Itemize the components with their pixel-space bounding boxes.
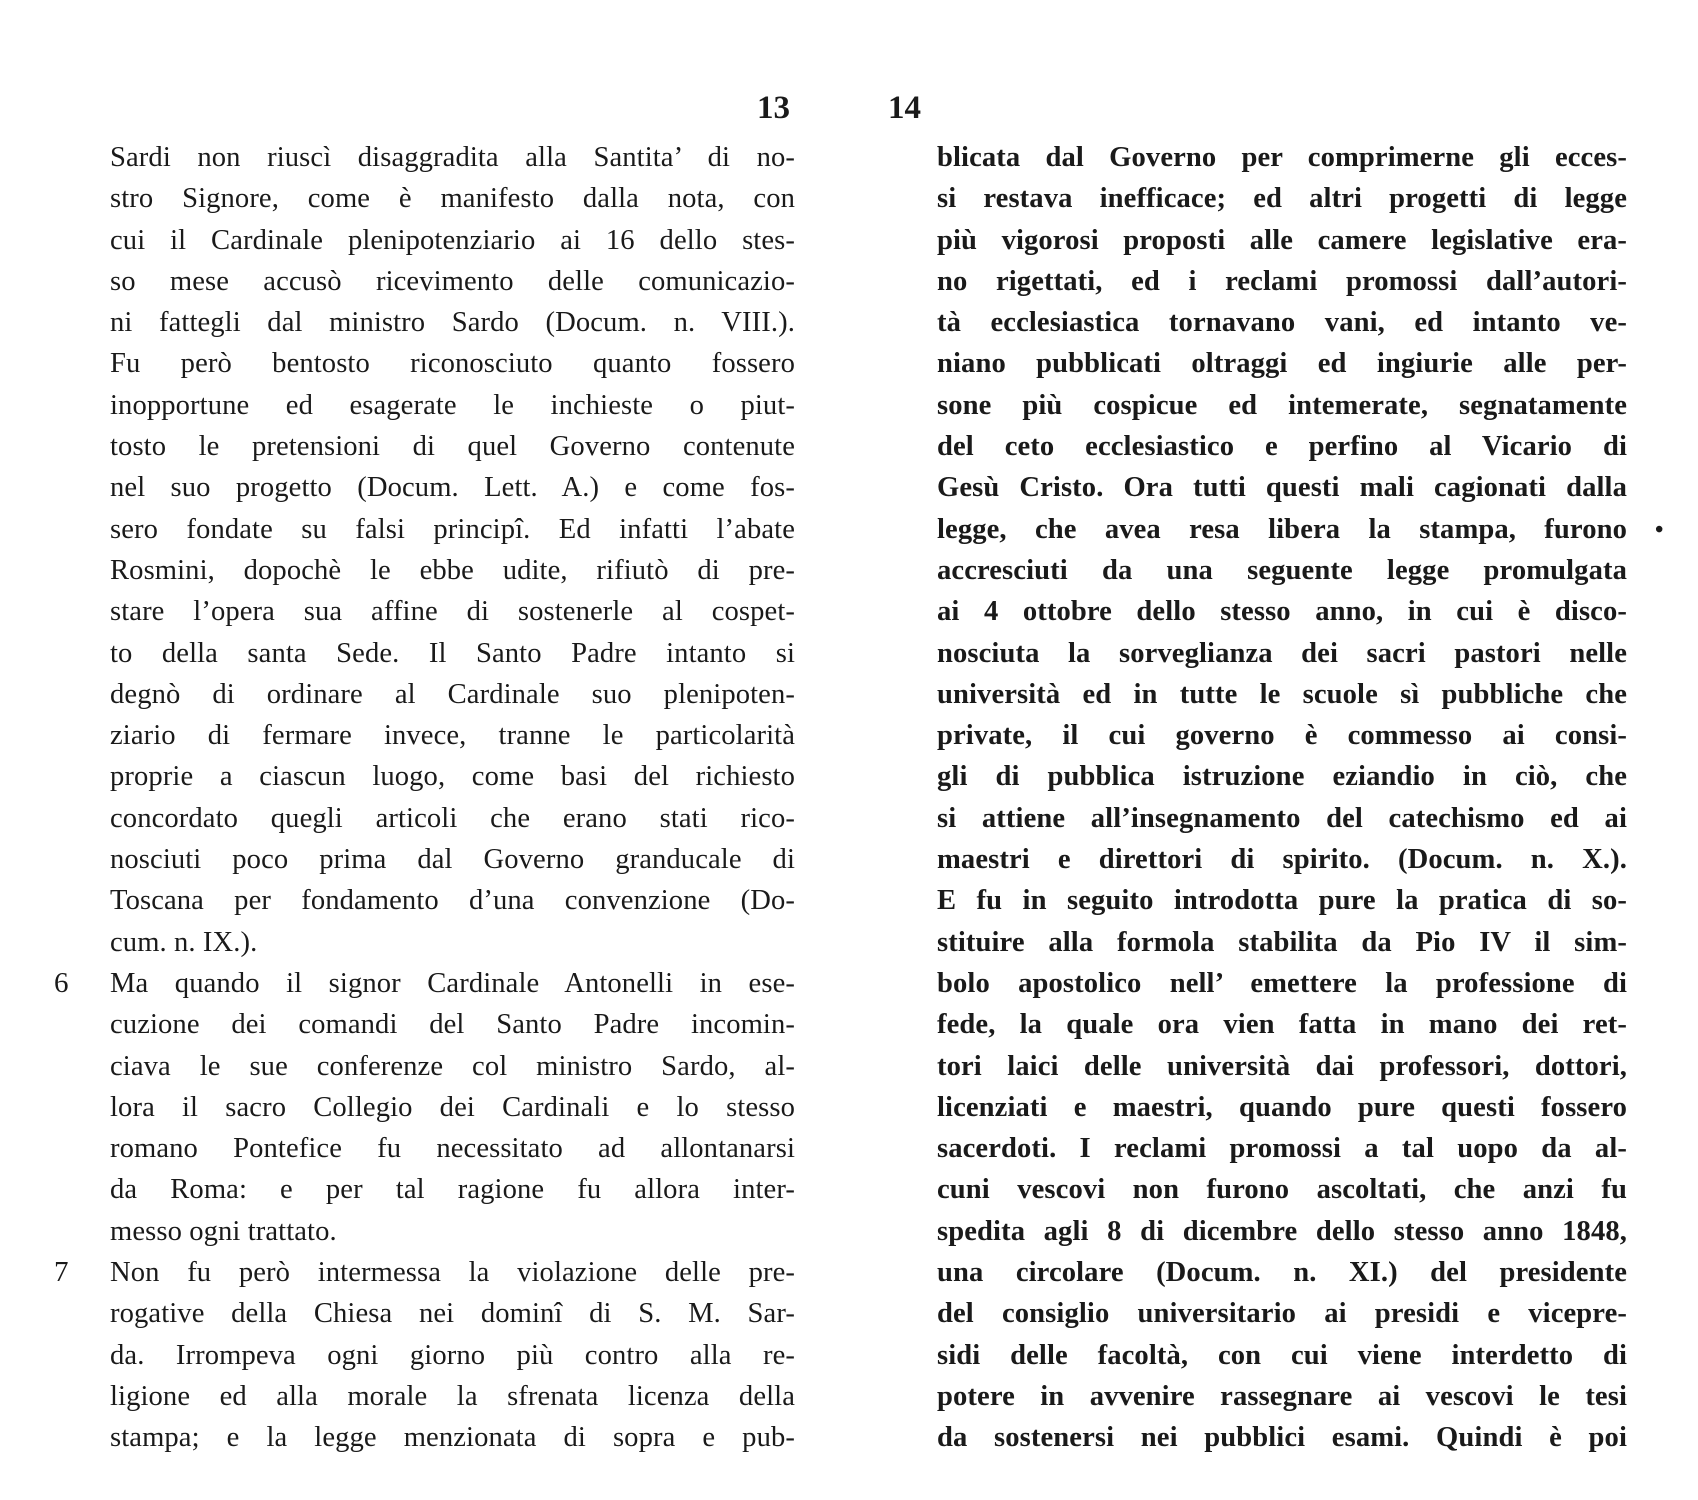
text-line: proprie a ciascun luogo, come basi del richiesto — [110, 761, 795, 793]
text-line-wrapper — [937, 1417, 1627, 1458]
text-line: stampa; e la legge menzionata di sopra e pub- — [110, 1422, 795, 1454]
text-line-wrapper — [937, 839, 1627, 880]
text-line-wrapper — [937, 591, 1627, 632]
text-line-wrapper — [937, 302, 1627, 343]
paragraph-number: 7 — [54, 1256, 69, 1289]
text-line: Gesù Cristo. Ora tutti questi mali cagionati dalla — [937, 472, 1627, 504]
text-line: tà ecclesiastica tornavano vani, ed intanto ve- — [937, 307, 1627, 339]
text-line: so mese accusò ricevimento delle comunicazio- — [110, 265, 795, 297]
text-line: del ceto ecclesiastico e perfino al Vicario di — [937, 431, 1627, 463]
text-line: gli di pubblica istruzione eziandio in ciò, che — [937, 761, 1627, 793]
text-line-wrapper — [937, 1087, 1627, 1128]
text-line: Rosmini, dopochè le ebbe udite, rifiutò di pre- — [110, 554, 795, 586]
text-line-wrapper — [110, 922, 795, 963]
text-line-wrapper — [110, 1211, 795, 1252]
text-line: più vigorosi proposti alle camere legislative era- — [937, 224, 1627, 256]
text-line: licenziati e maestri, quando pure questi fossero — [937, 1091, 1627, 1123]
text-line: cuni vescovi non furono ascoltati, che anzi fu — [937, 1174, 1627, 1206]
text-line-wrapper — [937, 1046, 1627, 1087]
text-line-wrapper — [110, 798, 795, 839]
text-line: nosciuti poco prima dal Governo granducale di — [110, 844, 795, 876]
text-line-wrapper — [937, 798, 1627, 839]
text-line-wrapper — [110, 1376, 795, 1417]
text-line: fede, la quale ora vien fatta in mano dei ret- — [937, 1009, 1627, 1041]
text-line: concordato quegli articoli che erano stati rico- — [110, 802, 795, 834]
text-line-wrapper — [937, 756, 1627, 797]
stray-ink-mark: • — [1655, 517, 1664, 543]
text-line-wrapper — [110, 591, 795, 632]
text-line-wrapper — [937, 261, 1627, 302]
page-number: 14 — [888, 90, 921, 126]
text-line-wrapper — [937, 509, 1627, 550]
text-line: private, il cui governo è commesso ai consi- — [937, 720, 1627, 752]
text-line-wrapper — [937, 1293, 1627, 1334]
text-line-wrapper — [110, 178, 795, 219]
text-line: blicata dal Governo per comprimerne gli ecces- — [937, 142, 1627, 173]
text-line-wrapper — [937, 715, 1627, 756]
text-line-wrapper — [110, 1128, 795, 1169]
text-line-wrapper — [937, 426, 1627, 467]
text-line-wrapper — [937, 922, 1627, 963]
text-line-wrapper — [110, 839, 795, 880]
text-line-wrapper — [110, 633, 795, 674]
text-line-wrapper — [110, 467, 795, 508]
text-line: rogative della Chiesa nei dominî di S. M. Sar- — [110, 1298, 795, 1330]
text-line-wrapper — [937, 343, 1627, 384]
text-line: ziario di fermare invece, tranne le particolarità — [110, 720, 795, 752]
text-line-wrapper — [937, 1004, 1627, 1045]
text-line: stituire alla formola stabilita da Pio IV il sim- — [937, 926, 1627, 958]
text-line-wrapper — [110, 1087, 795, 1128]
text-line: cui il Cardinale plenipotenziario ai 16 dello stes- — [110, 224, 795, 256]
text-line: nel suo progetto (Docum. Lett. A.) e come fos- — [110, 472, 795, 504]
text-line: stare l’opera sua affine di sostenerle al cospet- — [110, 596, 795, 628]
right-page — [849, 0, 1698, 1500]
text-line: bolo apostolico nell’ emettere la professione di — [937, 967, 1627, 999]
text-line: to della santa Sede. Il Santo Padre intanto si — [110, 637, 795, 669]
text-line: si attiene all’insegnamento del catechismo ed ai — [937, 802, 1627, 834]
text-line: maestri e direttori di spirito. (Docum. n. X.). — [937, 844, 1627, 876]
text-line: tosto le pretensioni di quel Governo contenute — [110, 431, 795, 463]
text-line-wrapper — [110, 1004, 795, 1045]
text-line-wrapper — [110, 674, 795, 715]
text-line: Non fu però intermessa la violazione delle pre- — [110, 1257, 795, 1289]
text-line-wrapper — [110, 550, 795, 591]
text-line-wrapper — [110, 880, 795, 921]
text-line-wrapper — [937, 385, 1627, 426]
page-number: 13 — [757, 90, 790, 126]
text-line-wrapper — [110, 756, 795, 797]
text-line: accresciuti da una seguente legge promulgata — [937, 554, 1627, 586]
text-line-wrapper — [937, 550, 1627, 591]
text-line-wrapper — [937, 674, 1627, 715]
text-line: Ma quando il signor Cardinale Antonelli in ese- — [110, 967, 795, 999]
text-line: ciava le sue conferenze col ministro Sardo, al- — [110, 1050, 795, 1082]
text-line-wrapper — [937, 1169, 1627, 1210]
text-line-wrapper — [110, 509, 795, 550]
text-line: sero fondate su falsi principî. Ed infatti l’abate — [110, 513, 795, 545]
text-line: degnò di ordinare al Cardinale suo plenipoten- — [110, 678, 795, 710]
text-line-wrapper — [110, 302, 795, 343]
text-line: Sardi non riuscì disaggradita alla Santita’ di no- — [110, 142, 795, 173]
text-line: lora il sacro Collegio dei Cardinali e lo stesso — [110, 1091, 795, 1123]
text-line-wrapper — [937, 467, 1627, 508]
text-line-wrapper — [937, 880, 1627, 921]
text-line-wrapper — [110, 137, 795, 178]
text-line-wrapper — [110, 1046, 795, 1087]
text-line: ni fattegli dal ministro Sardo (Docum. n. VIII.). — [110, 307, 795, 339]
text-line: una circolare (Docum. n. XI.) del presidente — [937, 1257, 1627, 1289]
text-line: Toscana per fondamento d’una convenzione (Do- — [110, 885, 795, 917]
text-line-wrapper — [937, 1128, 1627, 1169]
text-line: cum. n. IX.). — [110, 926, 258, 958]
text-line: da Roma: e per tal ragione fu allora inter- — [110, 1174, 795, 1206]
text-line: potere in avvenire rassegnare ai vescovi le tesi — [937, 1380, 1627, 1412]
text-line: sone più cospicue ed intemerate, segnatamente — [937, 389, 1627, 421]
text-line-wrapper — [937, 137, 1627, 178]
paragraph-number: 6 — [54, 966, 69, 999]
text-line: messo ogni trattato. — [110, 1215, 337, 1247]
text-line: da sostenersi nei pubblici esami. Quindi è poi — [937, 1422, 1627, 1454]
text-line-wrapper — [937, 1376, 1627, 1417]
text-line-wrapper — [937, 633, 1627, 674]
text-line-wrapper — [937, 178, 1627, 219]
text-line-wrapper — [110, 385, 795, 426]
text-line: ligione ed alla morale la sfrenata licenza della — [110, 1380, 795, 1412]
text-line: cuzione dei comandi del Santo Padre incomin- — [110, 1009, 795, 1041]
text-line-wrapper — [937, 1211, 1627, 1252]
text-line: nosciuta la sorveglianza dei sacri pastori nelle — [937, 637, 1627, 669]
text-line-wrapper — [110, 1335, 795, 1376]
text-line: università ed in tutte le scuole sì pubbliche che — [937, 678, 1627, 710]
text-line: si restava inefficace; ed altri progetti di legge — [937, 183, 1627, 215]
text-line: sidi delle facoltà, con cui viene interdetto di — [937, 1339, 1627, 1371]
text-line-wrapper — [937, 963, 1627, 1004]
text-line: no rigettati, ed i reclami promossi dall’autori- — [937, 265, 1627, 297]
text-line-wrapper — [937, 1335, 1627, 1376]
text-line: Fu però bentosto riconosciuto quanto fossero — [110, 348, 795, 380]
text-line-wrapper — [110, 343, 795, 384]
text-line: romano Pontefice fu necessitato ad allontanarsi — [110, 1133, 795, 1165]
text-line: da. Irrompeva ogni giorno più contro alla re- — [110, 1339, 795, 1371]
text-line-wrapper — [110, 1169, 795, 1210]
text-line-wrapper — [54, 963, 795, 1004]
left-text-block — [54, 137, 795, 1459]
text-line-wrapper — [110, 261, 795, 302]
text-line-wrapper — [110, 1417, 795, 1458]
text-line: stro Signore, come è manifesto dalla nota, con — [110, 183, 795, 215]
text-line: E fu in seguito introdotta pure la pratica di so- — [937, 885, 1627, 917]
text-line-wrapper — [110, 1293, 795, 1334]
text-line: sacerdoti. I reclami promossi a tal uopo da al- — [937, 1133, 1627, 1165]
text-line-wrapper — [110, 426, 795, 467]
text-line: ai 4 ottobre dello stesso anno, in cui è disco- — [937, 596, 1627, 628]
text-line: tori laici delle università dai professori, dottori, — [937, 1050, 1627, 1082]
text-line: niano pubblicati oltraggi ed ingiurie alle per- — [937, 348, 1627, 380]
text-line-wrapper — [110, 715, 795, 756]
text-line-wrapper — [937, 220, 1627, 261]
text-line-wrapper — [937, 1252, 1627, 1293]
text-line-wrapper — [54, 1252, 795, 1293]
text-line-wrapper — [110, 220, 795, 261]
text-line: spedita agli 8 di dicembre dello stesso anno 1848, — [937, 1215, 1627, 1247]
text-line: del consiglio universitario ai presidi e vicepre- — [937, 1298, 1627, 1330]
text-line: legge, che avea resa libera la stampa, furono — [937, 513, 1627, 545]
right-text-block — [937, 137, 1627, 1459]
text-line: inopportune ed esagerate le inchieste o piut- — [110, 389, 795, 421]
